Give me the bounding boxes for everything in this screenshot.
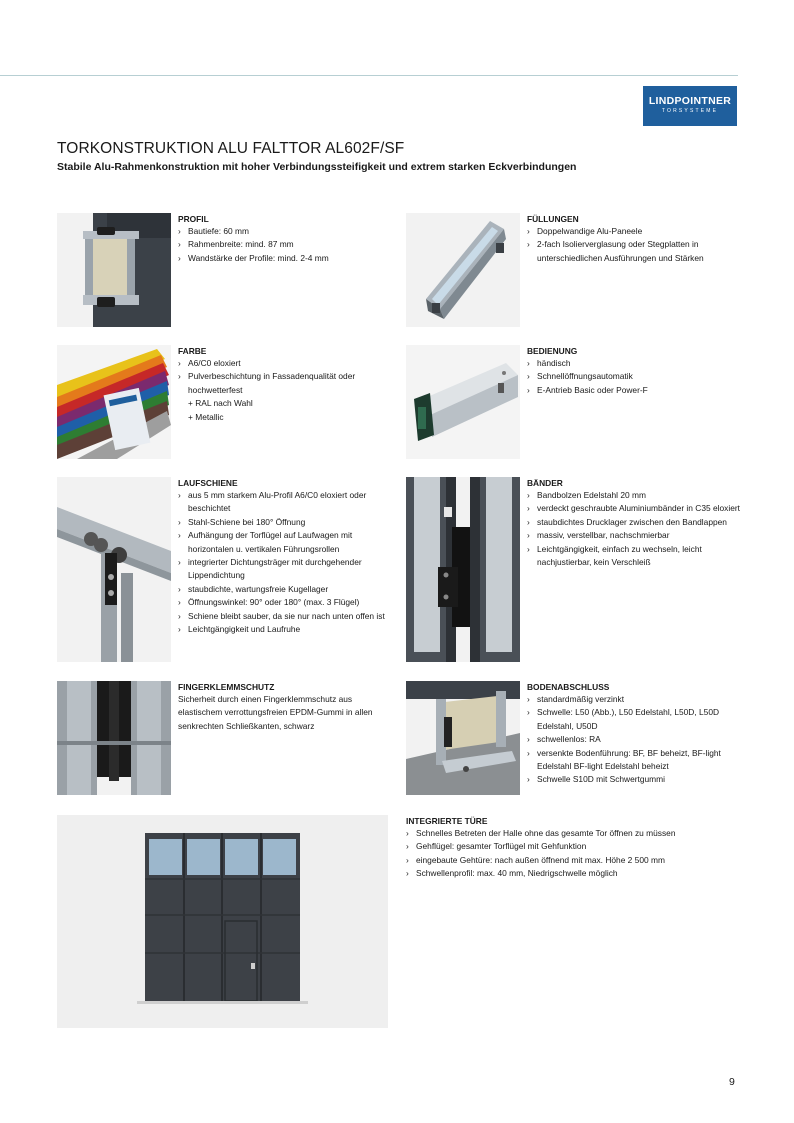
list-item: › E-Antrieb Basic oder Power-F xyxy=(527,384,742,397)
fuellungen-heading: FÜLLUNGEN xyxy=(527,214,579,224)
fuellungen-image xyxy=(406,213,520,327)
list-item: › verdeckt geschraubte Aluminiumbänder in C35 eloxiert xyxy=(527,502,742,515)
list-item: › staubdichte, wartungsfreie Kugellager xyxy=(178,583,393,596)
list-item: › schwellenlos: RA xyxy=(527,733,742,746)
list-item: › Bautiefe: 60 mm xyxy=(178,225,393,238)
profil-heading: PROFIL xyxy=(178,214,209,224)
list-item: › A6/C0 eloxiert xyxy=(178,357,393,370)
bodenabschluss-heading: BODENABSCHLUSS xyxy=(527,682,610,692)
list-item: › Schiene bleibt sauber, da sie nur nach unten offen ist xyxy=(178,610,393,623)
list-item: › Bandbolzen Edelstahl 20 mm xyxy=(527,489,742,502)
list-item: › versenkte Bodenführung: BF, BF beheizt, BF-light Edelstahl BF-light Edelstahl beheizt xyxy=(527,747,742,774)
list-item: › Doppelwandige Alu-Paneele xyxy=(527,225,742,238)
list-item: › Schnelles Betreten der Halle ohne das gesamte Tor öffnen zu müssen xyxy=(406,827,746,840)
farbe-list xyxy=(178,357,393,424)
fuellungen-list xyxy=(527,225,742,265)
top-rule xyxy=(0,75,738,76)
list-item-extra: + Metallic xyxy=(188,411,224,422)
bodenabschluss-text xyxy=(527,681,742,787)
tuere-image xyxy=(57,815,388,1028)
bodenabschluss-image xyxy=(406,681,520,795)
baender-text xyxy=(527,477,742,569)
list-item: › Wandstärke der Profile: mind. 2-4 mm xyxy=(178,252,393,265)
list-item: › Rahmenbreite: mind. 87 mm xyxy=(178,238,393,251)
list-item: › aus 5 mm starkem Alu-Profil A6/C0 eloxiert oder beschichtet xyxy=(178,489,393,516)
list-item: › Schwelle S10D mit Schwertgummi xyxy=(527,773,742,786)
list-item: › Schnellöffnungsautomatik xyxy=(527,370,742,383)
bedienung-image xyxy=(406,345,520,459)
fingerklemmschutz-text xyxy=(178,681,393,733)
farbe-heading: FARBE xyxy=(178,346,207,356)
bedienung-text xyxy=(527,345,742,397)
list-item: › Schwelle: L50 (Abb.), L50 Edelstahl, L50D, L50D Edelstahl, U50D xyxy=(527,706,742,733)
list-item: › Schwellenprofil: max. 40 mm, Niedrigschwelle möglich xyxy=(406,867,746,880)
page-subtitle: Stabile Alu-Rahmenkonstruktion mit hoher Verbindungssteifigkeit und extrem starken Eckverbindungen xyxy=(57,161,577,173)
page-title: TORKONSTRUKTION ALU FALTTOR AL602F/SF xyxy=(57,140,405,157)
fuellungen-text xyxy=(527,213,742,265)
list-item: › Leichtgängigkeit, einfach zu wechseln, leicht nachjustierbar, kein Verschleiß xyxy=(527,543,742,570)
fingerklemmschutz-description: Sicherheit durch einen Fingerklemmschutz aus elastischem verrottungsfreien EPDM-Gummi in allen senkrechten Schließkanten, schwarz xyxy=(178,694,373,731)
laufschiene-image xyxy=(57,477,171,662)
tuere-text xyxy=(406,815,746,881)
list-item-extra: + RAL nach Wahl xyxy=(188,398,253,409)
laufschiene-heading: LAUFSCHIENE xyxy=(178,478,238,488)
list-item: › eingebaute Gehtüre: nach außen öffnend mit max. Höhe 2 500 mm xyxy=(406,854,746,867)
list-item: › staubdichtes Drucklager zwischen den Bandlappen xyxy=(527,516,742,529)
fingerklemmschutz-image xyxy=(57,681,171,795)
laufschiene-text xyxy=(178,477,393,636)
baender-list xyxy=(527,489,742,569)
bodenabschluss-list xyxy=(527,693,742,787)
page-number: 9 xyxy=(729,1076,735,1088)
list-item: › Aufhängung der Torflügel auf Laufwagen mit horizontalen u. vertikalen Führungsrollen xyxy=(178,529,393,556)
list-item: › händisch xyxy=(527,357,742,370)
profil-image xyxy=(57,213,171,327)
profil-list xyxy=(178,225,393,265)
brand-logo xyxy=(643,86,737,126)
list-item: › 2-fach Isolierverglasung oder Stegplatten in unterschiedlichen Ausführungen und Stärken xyxy=(527,238,742,265)
fingerklemmschutz-heading: FINGERKLEMMSCHUTZ xyxy=(178,682,275,692)
bedienung-heading: BEDIENUNG xyxy=(527,346,578,356)
list-item: › massiv, verstellbar, nachschmierbar xyxy=(527,529,742,542)
farbe-text xyxy=(178,345,393,424)
list-item: › Öffnungswinkel: 90° oder 180° (max. 3 Flügel) xyxy=(178,596,393,609)
farbe-image xyxy=(57,345,171,459)
list-item: › Gehflügel: gesamter Torflügel mit Gehfunktion xyxy=(406,840,746,853)
laufschiene-list xyxy=(178,489,393,636)
tuere-heading: INTEGRIERTE TÜRE xyxy=(406,816,488,826)
list-item: › Pulverbeschichtung in Fassadenqualität oder hochwetterfest xyxy=(178,370,393,397)
logo-subtitle: TORSYSTEME xyxy=(661,108,719,114)
list-item: › integrierter Dichtungsträger mit durchgehender Lippendichtung xyxy=(178,556,393,583)
baender-image xyxy=(406,477,520,662)
tuere-list xyxy=(406,827,746,881)
logo-brand: LINDPOINTNER xyxy=(648,95,732,107)
list-item: › Leichtgängigkeit und Laufruhe xyxy=(178,623,393,636)
bedienung-list xyxy=(527,357,742,397)
list-item: › standardmäßig verzinkt xyxy=(527,693,742,706)
list-item: › Stahl-Schiene bei 180° Öffnung xyxy=(178,516,393,529)
baender-heading: BÄNDER xyxy=(527,478,563,488)
profil-text xyxy=(178,213,393,265)
